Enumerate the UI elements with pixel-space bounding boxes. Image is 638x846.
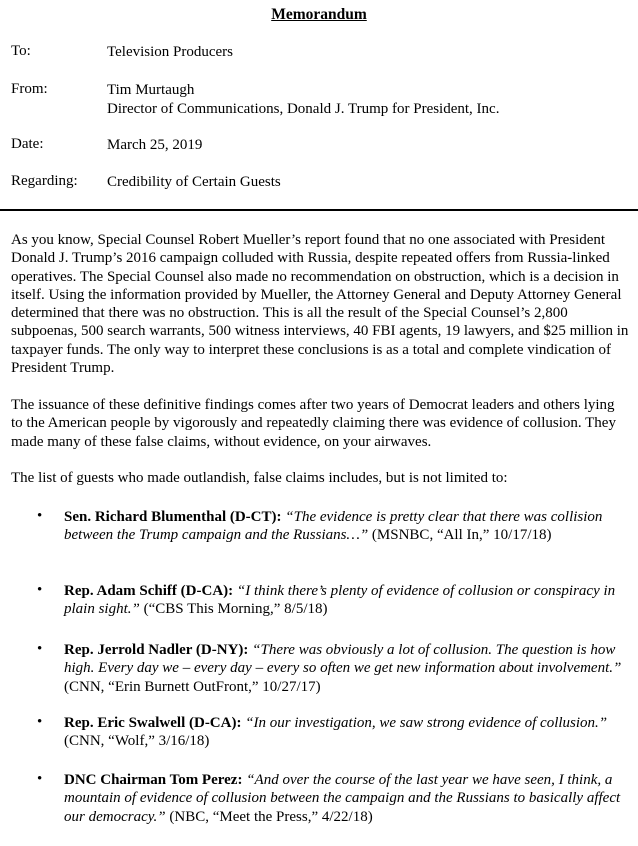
guest-name: DNC Chairman Tom Perez: xyxy=(64,772,243,788)
header-divider xyxy=(0,209,638,211)
guest-quote-item xyxy=(64,771,632,826)
regarding-value: Credibility of Certain Guests xyxy=(107,174,281,190)
to-label: To: xyxy=(11,43,31,59)
from-name: Tim Murtaugh xyxy=(107,82,195,98)
from-title: Director of Communications, Donald J. Trump for President, Inc. xyxy=(107,101,500,117)
guest-quote-item xyxy=(64,641,632,696)
guest-name: Rep. Adam Schiff (D-CA): xyxy=(64,583,234,599)
bullet-icon: • xyxy=(37,641,43,657)
guest-quote: “I think there’s plenty of evidence of collusion or conspiracy in plain sight.” xyxy=(64,583,616,618)
body-paragraph-2: The issuance of these definitive findings comes after two years of Democrat leaders and others lying to the American people by vigorously and repeatedly claiming there was evidence of collusion. They made many of these false claims, without evidence, on your airwaves. xyxy=(11,397,616,450)
quote-source: (CNN, “Erin Burnett OutFront,” 10/27/17) xyxy=(64,678,321,695)
guest-quote: “And over the course of the last year we have seen, I think, a mountain of evidence of collusion between the campaign and the Russians to basically affect our democracy.” xyxy=(64,772,621,825)
bullet-icon: • xyxy=(37,508,43,524)
from-label: From: xyxy=(11,81,48,97)
guest-quote: “In our investigation, we saw strong evidence of collusion.” xyxy=(245,715,608,731)
guest-name: Rep. Eric Swalwell (D-CA): xyxy=(64,715,242,731)
bullet-icon: • xyxy=(37,771,43,787)
date-value: March 25, 2019 xyxy=(107,137,203,153)
body-paragraph-1: As you know, Special Counsel Robert Mueller’s report found that no one associated with President Donald J. Trump’s 2016 campaign colluded with Russia, despite repeated offers from Russia-linked operatives. The Special Counsel also made no recommendation on obstruction, which is a decision in itself. Using the information provided by Mueller, the Attorney General and Deputy Attorney General determined that there was no obstruction. This is all the result of the Special Counsel’s 2,800 subpoenas, 500 search warrants, 500 witness interviews, 40 FBI agents, 19 lawyers, and $25 million in taxpayer funds. The only way to interpret these conclusions is as a total and complete vindication of President Trump. xyxy=(11,232,629,377)
body-paragraph-3: The list of guests who made outlandish, false claims includes, but is not limited to: xyxy=(11,470,508,486)
quote-source: (“CBS This Morning,” 8/5/18) xyxy=(139,601,328,618)
bullet-icon: • xyxy=(37,714,43,730)
bullet-icon: • xyxy=(37,582,43,598)
guest-quote-item xyxy=(64,714,632,751)
guest-quote: “The evidence is pretty clear that there was collision between the Trump campaign and the Russians…” xyxy=(64,509,603,544)
date-label: Date: xyxy=(11,136,44,152)
guest-quote-item xyxy=(64,582,632,619)
guest-quote: “There was obviously a lot of collusion. The question is how high. Every day we – every day – every so often we get new information about involvement.” xyxy=(64,642,622,677)
memo-title: Memorandum xyxy=(271,6,367,23)
quote-source: (CNN, “Wolf,” 3/16/18) xyxy=(64,733,210,750)
quote-source: (MSNBC, “All In,” 10/17/18) xyxy=(368,527,552,544)
guest-name: Sen. Richard Blumenthal (D-CT): xyxy=(64,509,282,525)
guest-name: Rep. Jerrold Nadler (D-NY): xyxy=(64,642,249,658)
regarding-label: Regarding: xyxy=(11,173,78,189)
guest-quote-item xyxy=(64,508,632,545)
quote-source: (NBC, “Meet the Press,” 4/22/18) xyxy=(165,808,373,825)
to-value: Television Producers xyxy=(107,44,234,60)
